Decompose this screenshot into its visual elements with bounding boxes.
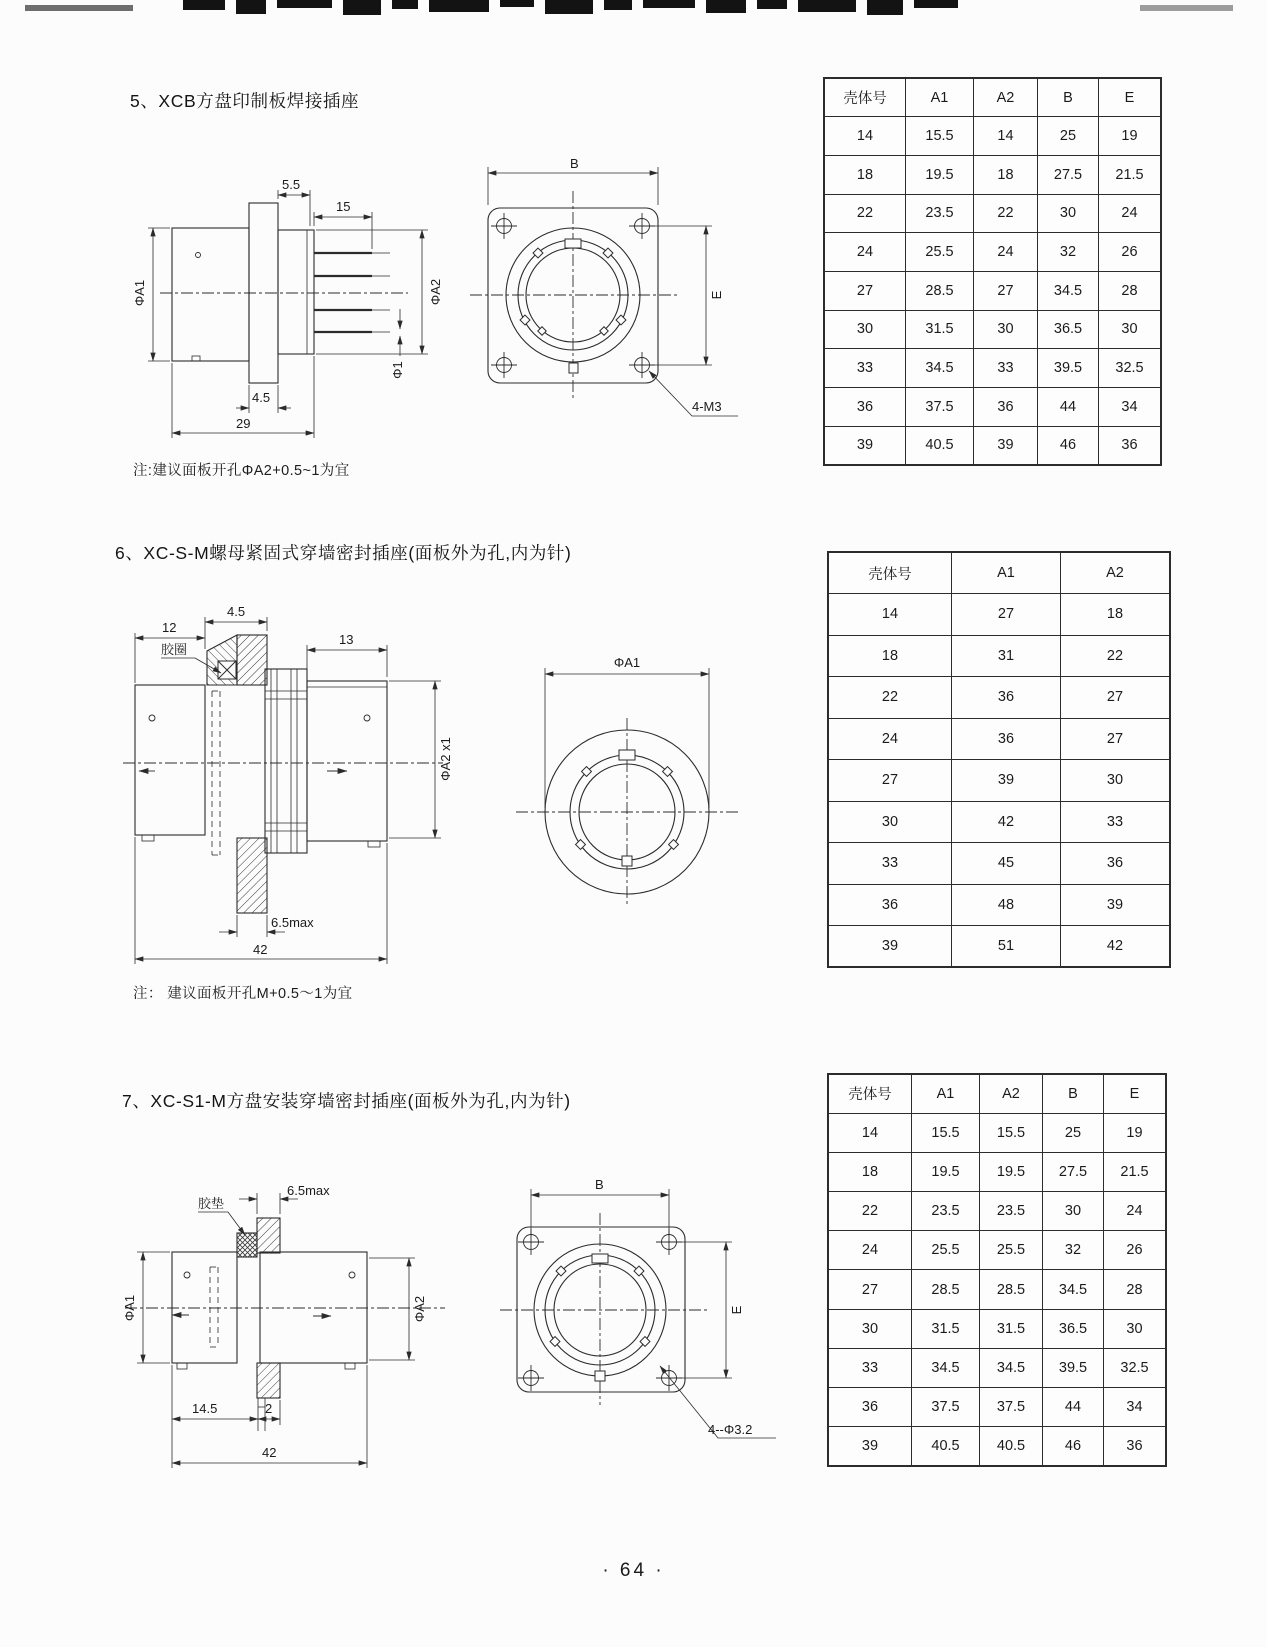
table-cell: 31.5 <box>912 1309 980 1348</box>
gasket-ring-label: 胶圈 <box>161 642 188 657</box>
table-row <box>824 117 1161 156</box>
table-header-row <box>824 78 1161 117</box>
table-cell: 28.5 <box>980 1270 1043 1309</box>
table-cell: 32.5 <box>1099 349 1162 388</box>
table-cell: 26 <box>1104 1231 1167 1270</box>
drawing-s7-front-view <box>480 1165 790 1480</box>
dim-label: 42 <box>253 942 268 957</box>
table-cell: 25.5 <box>906 233 974 272</box>
table-cell: 36.5 <box>1038 310 1099 349</box>
table-cell: 27 <box>824 271 906 310</box>
table-cell: 19.5 <box>980 1152 1043 1191</box>
table-cell: 37.5 <box>980 1388 1043 1427</box>
table-cell: 32 <box>1043 1231 1104 1270</box>
table-row <box>828 1427 1166 1466</box>
table-cell: 33 <box>828 843 952 885</box>
dim-label: 2 <box>265 1401 273 1416</box>
table-cell: 48 <box>952 884 1061 926</box>
header-glyph-fragment <box>643 0 695 8</box>
table-cell: 33 <box>824 349 906 388</box>
table-cell: 36 <box>824 388 906 427</box>
table-cell: 36 <box>974 388 1038 427</box>
header-glyph-fragment <box>236 0 266 14</box>
column-header: E <box>1104 1074 1167 1113</box>
drawing-s5-side-view <box>110 150 455 485</box>
table-cell: 39 <box>828 926 952 968</box>
dim-label: 6.5max <box>287 1183 330 1198</box>
dim-label: 12 <box>162 620 177 635</box>
table-cell: 24 <box>824 233 906 272</box>
table-cell: 30 <box>1038 194 1099 233</box>
table-cell: 42 <box>952 801 1061 843</box>
table-cell: 15.5 <box>912 1113 980 1152</box>
header-glyph-fragment <box>392 0 418 9</box>
dim-label: 29 <box>236 416 251 431</box>
table-cell: 44 <box>1038 388 1099 427</box>
table-cell: 22 <box>974 194 1038 233</box>
header-glyph-fragment <box>798 0 856 12</box>
column-header: B <box>1038 78 1099 117</box>
table-cell: 22 <box>828 677 952 719</box>
table-cell: 18 <box>974 155 1038 194</box>
section5-note: 注:建议面板开孔ΦA2+0.5~1为宜 <box>133 463 350 479</box>
table-cell: 21.5 <box>1104 1152 1167 1191</box>
header-glyph-fragment <box>604 0 632 10</box>
table-row <box>824 426 1161 465</box>
table-cell: 39 <box>1061 884 1171 926</box>
header-glyph-fragment <box>183 0 225 10</box>
table-cell: 27 <box>1061 718 1171 760</box>
table-cell: 33 <box>828 1348 912 1387</box>
table-row <box>828 926 1170 968</box>
table-cell: 15.5 <box>980 1113 1043 1152</box>
table-cell: 27 <box>952 594 1061 636</box>
table-cell: 14 <box>828 594 952 636</box>
table-row <box>828 1270 1166 1309</box>
table-row <box>824 233 1161 272</box>
table-cell: 30 <box>1104 1309 1167 1348</box>
table-cell: 23.5 <box>906 194 974 233</box>
header-glyph-fragment <box>500 0 534 7</box>
table-cell: 26 <box>1099 233 1162 272</box>
table-row <box>828 1231 1166 1270</box>
table-row <box>824 310 1161 349</box>
header-glyph-fragment <box>757 0 787 9</box>
dim-label: 15 <box>336 199 351 214</box>
header-glyph-fragment <box>343 0 381 15</box>
table-cell: 32.5 <box>1104 1348 1167 1387</box>
table-cell: 22 <box>1061 635 1171 677</box>
table-cell: 27 <box>1061 677 1171 719</box>
table-row <box>828 1348 1166 1387</box>
table-cell: 19.5 <box>906 155 974 194</box>
table-header-row <box>828 1074 1166 1113</box>
table-cell: 34.5 <box>980 1348 1043 1387</box>
table-cell: 19 <box>1099 117 1162 156</box>
column-header: 壳体号 <box>824 78 906 117</box>
dim-label: E <box>729 1305 744 1315</box>
table-cell: 36 <box>952 677 1061 719</box>
table-row <box>828 1113 1166 1152</box>
column-header: B <box>1043 1074 1104 1113</box>
table-cell: 39.5 <box>1038 349 1099 388</box>
table-cell: 19.5 <box>912 1152 980 1191</box>
table-row <box>824 349 1161 388</box>
dim-label: ΦA1 <box>613 655 641 670</box>
table-cell: 14 <box>824 117 906 156</box>
table-cell: 40.5 <box>912 1427 980 1466</box>
column-header: E <box>1099 78 1162 117</box>
table-cell: 34 <box>1104 1388 1167 1427</box>
table-cell: 33 <box>1061 801 1171 843</box>
table-cell: 36.5 <box>1043 1309 1104 1348</box>
dim-label: ΦA2 <box>412 1295 427 1323</box>
table-cell: 30 <box>1043 1192 1104 1231</box>
header-glyph-fragment <box>277 0 332 8</box>
dim-label: ΦA1 <box>122 1294 137 1322</box>
table-cell: 22 <box>828 1192 912 1231</box>
table-cell: 30 <box>828 1309 912 1348</box>
table-cell: 46 <box>1038 426 1099 465</box>
table-row <box>824 194 1161 233</box>
dim-label: B <box>595 1177 604 1192</box>
header-rule-left <box>25 5 133 11</box>
section6-title: 6、XC-S-M螺母紧固式穿墙密封插座(面板外为孔,内为针) <box>115 543 572 563</box>
table-cell: 18 <box>828 1152 912 1191</box>
table-cell: 23.5 <box>912 1192 980 1231</box>
drawing-s5-front-view <box>440 145 760 445</box>
drawing-s6-front-view <box>490 622 760 907</box>
section7-title: 7、XC-S1-M方盘安装穿墙密封插座(面板外为孔,内为针) <box>122 1091 571 1111</box>
table-row <box>828 1388 1166 1427</box>
table-cell: 27 <box>974 271 1038 310</box>
column-header: 壳体号 <box>828 552 952 594</box>
table-cell: 30 <box>1061 760 1171 802</box>
table-cell: 28 <box>1104 1270 1167 1309</box>
s5-dimension-table <box>823 77 1162 466</box>
table-row <box>828 843 1170 885</box>
dim-label: B <box>570 156 579 171</box>
table-cell: 24 <box>828 718 952 760</box>
table-cell: 30 <box>974 310 1038 349</box>
section6-note: 注： 建议面板开孔M+0.5～1为宜 <box>133 986 353 1002</box>
table-cell: 24 <box>974 233 1038 272</box>
dim-label: 4--Φ3.2 <box>708 1422 753 1437</box>
table-cell: 31 <box>952 635 1061 677</box>
table-cell: 18 <box>824 155 906 194</box>
table-row <box>828 801 1170 843</box>
table-cell: 24 <box>828 1231 912 1270</box>
table-cell: 25 <box>1038 117 1099 156</box>
table-cell: 27 <box>828 1270 912 1309</box>
dim-label: 14.5 <box>192 1401 218 1416</box>
gasket-pad-label: 胶垫 <box>198 1196 225 1211</box>
dim-label: ΦA2 <box>428 278 443 306</box>
table-cell: 46 <box>1043 1427 1104 1466</box>
dim-label: ΦA1 <box>132 279 147 307</box>
table-row <box>828 677 1170 719</box>
table-cell: 39 <box>824 426 906 465</box>
table-row <box>828 594 1170 636</box>
table-row <box>824 388 1161 427</box>
table-cell: 27.5 <box>1043 1152 1104 1191</box>
column-header: A2 <box>974 78 1038 117</box>
header-glyph-fragment <box>545 0 593 14</box>
table-cell: 18 <box>828 635 952 677</box>
table-cell: 24 <box>1099 194 1162 233</box>
table-cell: 39 <box>952 760 1061 802</box>
table-cell: 36 <box>1061 843 1171 885</box>
dim-label: 4-M3 <box>692 399 722 414</box>
table-cell: 25.5 <box>912 1231 980 1270</box>
section5-title: 5、XCB方盘印制板焊接插座 <box>130 91 360 111</box>
s6-dimension-table <box>827 551 1171 968</box>
column-header: 壳体号 <box>828 1074 912 1113</box>
table-row <box>828 760 1170 802</box>
table-cell: 27.5 <box>1038 155 1099 194</box>
table-cell: 45 <box>952 843 1061 885</box>
table-row <box>828 718 1170 760</box>
table-cell: 34.5 <box>912 1348 980 1387</box>
column-header: A2 <box>1061 552 1171 594</box>
table-cell: 19 <box>1104 1113 1167 1152</box>
table-cell: 14 <box>828 1113 912 1152</box>
table-cell: 36 <box>828 1388 912 1427</box>
table-row <box>828 884 1170 926</box>
table-row <box>828 635 1170 677</box>
table-cell: 37.5 <box>912 1388 980 1427</box>
table-header-row <box>828 552 1170 594</box>
header-glyph-fragment <box>706 0 746 13</box>
table-cell: 31.5 <box>980 1309 1043 1348</box>
table-row <box>824 271 1161 310</box>
table-cell: 36 <box>828 884 952 926</box>
table-cell: 15.5 <box>906 117 974 156</box>
table-cell: 40.5 <box>980 1427 1043 1466</box>
column-header: A1 <box>912 1074 980 1113</box>
page-number: · 64 · <box>602 1560 665 1581</box>
table-cell: 51 <box>952 926 1061 968</box>
table-row <box>828 1152 1166 1191</box>
table-cell: 28 <box>1099 271 1162 310</box>
table-cell: 28.5 <box>906 271 974 310</box>
column-header: A2 <box>980 1074 1043 1113</box>
table-cell: 30 <box>824 310 906 349</box>
table-cell: 31.5 <box>906 310 974 349</box>
table-cell: 39 <box>974 426 1038 465</box>
table-cell: 33 <box>974 349 1038 388</box>
table-cell: 39 <box>828 1427 912 1466</box>
table-cell: 30 <box>828 801 952 843</box>
table-cell: 42 <box>1061 926 1171 968</box>
dim-label: E <box>709 290 724 300</box>
dim-label: 13 <box>339 632 354 647</box>
table-cell: 34.5 <box>1043 1270 1104 1309</box>
dim-label: Φ1 <box>390 361 405 379</box>
table-row <box>828 1192 1166 1231</box>
table-cell: 36 <box>1104 1427 1167 1466</box>
header-rule-right <box>1140 5 1233 11</box>
s7-dimension-table <box>827 1073 1167 1467</box>
dim-label: ΦA2 x1 <box>438 737 453 781</box>
dim-label: 4.5 <box>227 604 246 619</box>
table-row <box>824 155 1161 194</box>
table-cell: 25 <box>1043 1113 1104 1152</box>
dim-label: 6.5max <box>271 915 314 930</box>
header-glyph-fragment <box>914 0 958 8</box>
table-cell: 24 <box>1104 1192 1167 1231</box>
table-cell: 22 <box>824 194 906 233</box>
table-cell: 44 <box>1043 1388 1104 1427</box>
table-cell: 18 <box>1061 594 1171 636</box>
table-cell: 36 <box>1099 426 1162 465</box>
table-cell: 34.5 <box>906 349 974 388</box>
table-cell: 23.5 <box>980 1192 1043 1231</box>
table-cell: 25.5 <box>980 1231 1043 1270</box>
table-cell: 21.5 <box>1099 155 1162 194</box>
dim-label: 4.5 <box>252 390 271 405</box>
table-cell: 28.5 <box>912 1270 980 1309</box>
clipped-header-title <box>183 0 958 16</box>
table-cell: 34 <box>1099 388 1162 427</box>
dim-label: 42 <box>262 1445 277 1460</box>
table-cell: 37.5 <box>906 388 974 427</box>
column-header: A1 <box>952 552 1061 594</box>
table-cell: 36 <box>952 718 1061 760</box>
header-glyph-fragment <box>867 0 903 15</box>
table-cell: 27 <box>828 760 952 802</box>
table-cell: 40.5 <box>906 426 974 465</box>
column-header: A1 <box>906 78 974 117</box>
table-cell: 14 <box>974 117 1038 156</box>
drawing-s6-side-view <box>115 583 453 978</box>
table-cell: 32 <box>1038 233 1099 272</box>
table-cell: 39.5 <box>1043 1348 1104 1387</box>
header-glyph-fragment <box>429 0 489 12</box>
table-cell: 34.5 <box>1038 271 1099 310</box>
drawing-s7-side-view <box>115 1145 455 1475</box>
table-cell: 30 <box>1099 310 1162 349</box>
dim-label: 5.5 <box>282 177 301 192</box>
table-row <box>828 1309 1166 1348</box>
